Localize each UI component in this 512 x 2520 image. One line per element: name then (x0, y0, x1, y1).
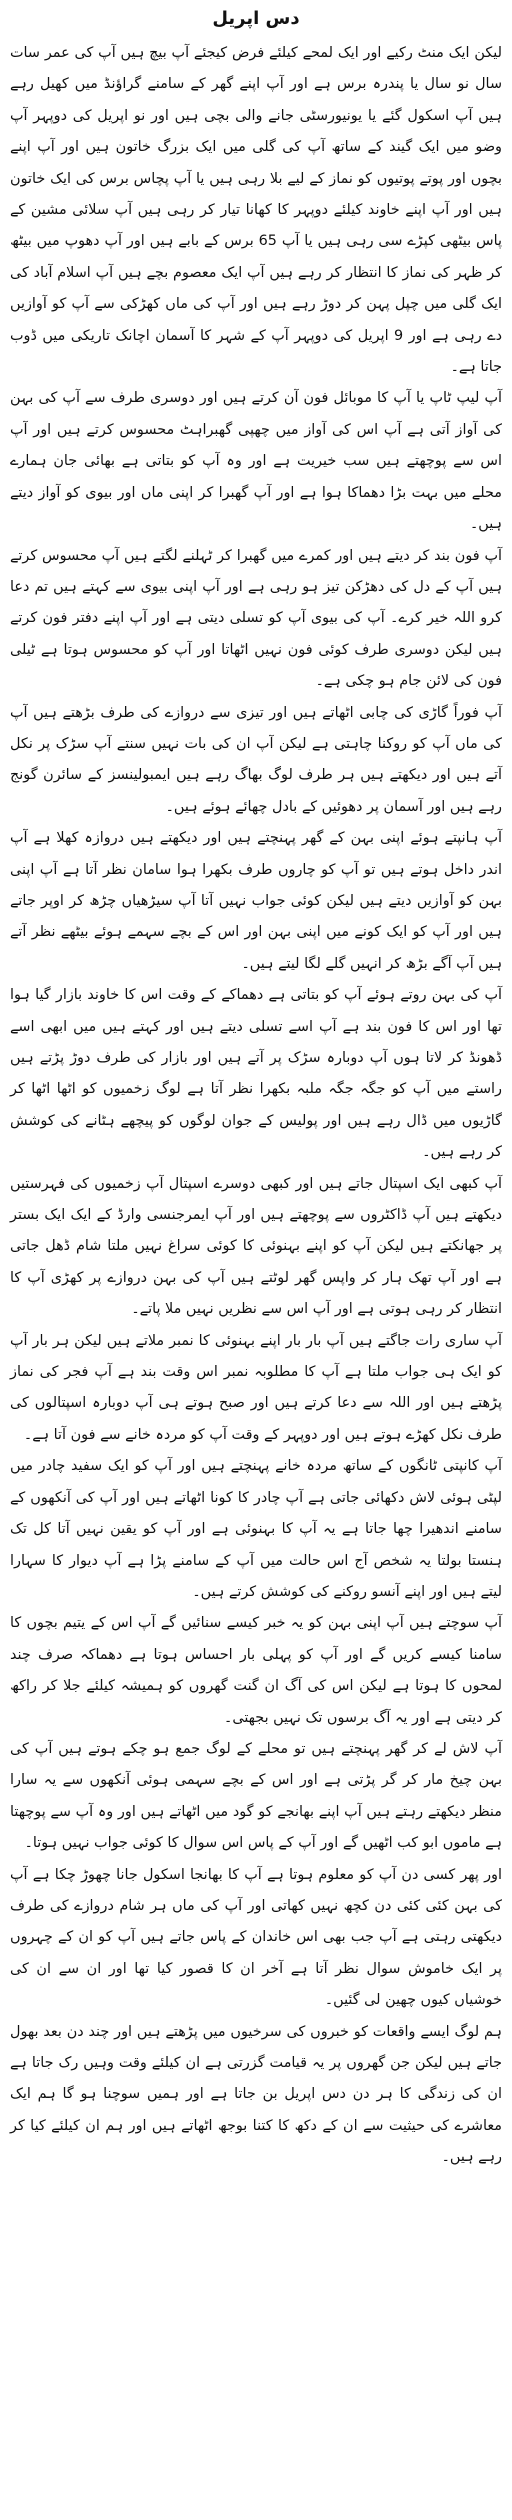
article-paragraph: آپ سوچتے ہیں آپ اپنی بہن کو یہ خبر کیسے سنائیں گے آپ اس کے یتیم بچوں کا سامنا کیسے کریں گے اور آپ کو پہلی بار احساس ہوتا ہے دھماکہ صرف چند لمحوں کا ہوتا ہے لیکن اس کی آگ ان گنت گھروں کو ہمیشہ کیلئے جلا کر راکھ کر دیتی ہے اور یہ آگ برسوں تک نہیں بجھتی۔ (10, 1615, 502, 1726)
article-paragraph: آپ فوراً گاڑی کی چابی اٹھاتے ہیں اور تیزی سے دروازے کی طرف بڑھتے ہیں آپ کی ماں آپ کو روکنا چاہتی ہے لیکن آپ ان کی بات نہیں سنتے آپ سڑک پر نکل آتے ہیں اور دیکھتے ہیں ہر طرف لوگ بھاگ رہے ہیں ایمبولینسز کے سائرن گونج رہے ہیں اور آسمان پر دھوئیں کے بادل چھائے ہوئے ہیں۔ (10, 704, 502, 815)
article-paragraph: آپ لیپ ٹاپ یا آپ کا موبائل فون آن کرتے ہیں اور دوسری طرف سے آپ کی بہن کی آواز آتی ہے آپ اس کی آواز میں چھپی گھبراہٹ محسوس کرتے ہیں اور آپ اس سے پوچھتے ہیں سب خیریت ہے اور وہ آپ کو بتاتی ہے بھائی جان ہمارے محلے میں بہت بڑا دھماکا ہوا ہے اور آپ گھبرا کر اپنی ماں اور بیوی کو آواز دیتے ہیں۔ (10, 390, 502, 533)
article-paragraph: آپ فون بند کر دیتے ہیں اور کمرے میں گھبرا کر ٹہلنے لگتے ہیں آپ محسوس کرتے ہیں آپ کے دل کی دھڑکن تیز ہو رہی ہے اور آپ اپنی بیوی سے کہتے ہیں تم دعا کرو اللہ خیر کرے۔ آپ کی بیوی آپ کو تسلی دیتی ہے اور آپ اپنے دفتر فون کرتے ہیں لیکن دوسری طرف کوئی فون نہیں اٹھاتا اور آپ کو محسوس ہوتا ہے ٹیلی فون کی لائن جام ہو چکی ہے۔ (10, 547, 502, 690)
article-paragraph: لیکن ایک منٹ رکیے اور ایک لمحے کیلئے فرض کیجئے آپ بیچ ہیں آپ کی عمر سات سال نو سال یا پندرہ برس ہے اور آپ اپنے گھر کے سامنے گراؤنڈ میں کھیل رہے ہیں آپ اسکول گئے یا یونیورسٹی جانے والی بچی ہیں اور نو اپریل کی دوپہر آپ وضو میں ایک گیند کے ساتھ آپ کی گلی میں ایک بزرگ خاتون ہیں اور آپ اپنے بچوں اور پوتے پوتیوں کو نماز کے لیے بلا رہی ہیں یا آپ پچاس برس کی ایک خاتون ہیں اور آپ اپنے خاوند کیلئے دوپہر کا کھانا تیار کر رہی ہیں آپ سلائی مشین کے پاس بیٹھی کپڑے سی رہی ہیں یا آپ 65 برس کے بابے ہیں اور آپ دھوپ میں بیٹھ کر ظہر کی نماز کا انتظار کر رہے ہیں آپ ایک معصوم بچے ہیں آپ اسلام آباد کی ایک گلی میں چپل پہن کر دوڑ رہے ہیں اور آپ کی ماں کھڑکی سے آپ کو آوازیں دے رہی ہے اور 9 اپریل کی دوپہر آپ کے شہر کا آسمان اچانک تاریکی میں ڈوب جاتا ہے۔ (10, 45, 503, 376)
article-paragraph: اور پھر کسی دن آپ کو معلوم ہوتا ہے آپ کا بھانجا اسکول جانا چھوڑ چکا ہے آپ کی بہن کئی کئی دن کچھ نہیں کھاتی اور آپ کی ماں ہر شام دروازے کی طرف دیکھتی رہتی ہے آپ جب بھی اس خاندان کے پاس جاتے ہیں آپ کو ان کے چہروں پر ایک خاموش سوال نظر آتا ہے آخر ان کا قصور کیا تھا اور ان سے ان کی خوشیاں کیوں چھین لی گئیں۔ (10, 1866, 502, 2009)
article-paragraph: آپ کبھی ایک اسپتال جاتے ہیں اور کبھی دوسرے اسپتال آپ زخمیوں کی فہرستیں دیکھتے ہیں آپ ڈاکٹروں سے پوچھتے ہیں اور آپ ایمرجنسی وارڈ کے ایک ایک بستر پر جھانکتے ہیں لیکن آپ کو اپنے بہنوئی کا کوئی سراغ نہیں ملتا شام ڈھل جاتی ہے اور آپ تھک ہار کر واپس گھر لوٹتے ہیں آپ کی بہن دروازے پر کھڑی آپ کا انتظار کر رہی ہوتی ہے اور آپ اس سے نظریں نہیں ملا پاتے۔ (10, 1175, 502, 1318)
article-title: دس اپریل (212, 8, 300, 29)
article-paragraph: آپ ساری رات جاگتے ہیں آپ بار بار اپنے بہنوئی کا نمبر ملاتے ہیں لیکن ہر بار آپ کو ایک ہی جواب ملتا ہے آپ کا مطلوبہ نمبر اس وقت بند ہے آپ فجر کی نماز پڑھتے ہیں اور اللہ سے دعا کرتے ہیں اور صبح ہوتے ہی آپ دوبارہ اسپتالوں کی طرف نکل کھڑے ہوتے ہیں اور دوپہر کے وقت آپ کو مردہ خانے سے فون آتا ہے۔ (10, 1332, 502, 1443)
article-paragraph: آپ کی بہن روتے ہوئے آپ کو بتاتی ہے دھماکے کے وقت اس کا خاوند بازار گیا ہوا تھا اور اس کا فون بند ہے آپ اسے تسلی دیتے ہیں اور کہتے ہیں میں ابھی اسے ڈھونڈ کر لاتا ہوں آپ دوبارہ سڑک پر آتے ہیں اور بازار کی طرف دوڑ پڑتے ہیں راستے میں آپ کو جگہ جگہ ملبہ بکھرا نظر آتا ہے لوگ زخمیوں کو اٹھا اٹھا کر گاڑیوں میں ڈال رہے ہیں اور پولیس کے جوان لوگوں کو پیچھے ہٹانے کی کوشش کر رہے ہیں۔ (10, 987, 502, 1161)
article-paragraph: آپ کانپتی ٹانگوں کے ساتھ مردہ خانے پہنچتے ہیں اور آپ کو ایک سفید چادر میں لپٹی ہوئی لاش دکھائی جاتی ہے آپ چادر کا کونا اٹھاتے ہیں اور آپ کی آنکھوں کے سامنے اندھیرا چھا جاتا ہے یہ آپ کا بہنوئی ہے اور آپ کو یقین نہیں آتا کل تک ہنستا بولتا یہ شخص آج اس حالت میں آپ کے سامنے پڑا ہے آپ دیوار کا سہارا لیتے ہیں اور اپنے آنسو روکنے کی کوشش کرتے ہیں۔ (10, 1458, 502, 1600)
article-paragraph: آپ لاش لے کر گھر پہنچتے ہیں تو محلے کے لوگ جمع ہو چکے ہوتے ہیں آپ کی بہن چیخ مار کر گر پڑتی ہے اور اس کے بچے سہمی ہوئی آنکھوں سے یہ سارا منظر دیکھتے رہتے ہیں آپ اپنے بھانجے کو گود میں اٹھاتے ہیں اور وہ آپ سے پوچھتا ہے ماموں ابو کب اٹھیں گے اور آپ کے پاس اس سوال کا کوئی جواب نہیں ہوتا۔ (10, 1740, 502, 1852)
article-paragraph: ہم لوگ ایسے واقعات کو خبروں کی سرخیوں میں پڑھتے ہیں اور چند دن بعد بھول جاتے ہیں لیکن جن گھروں پر یہ قیامت گزرتی ہے ان کیلئے وقت وہیں رک جاتا ہے ان کی زندگی کا ہر دن دس اپریل بن جاتا ہے اور ہمیں سوچنا ہو گا ہم ایک معاشرے کی حیثیت سے ان کے دکھ کا کتنا بوجھ اٹھاتے ہیں اور ہم ان کیلئے کیا کر رہے ہیں۔ (10, 2023, 502, 2166)
article-paragraph: آپ ہانپتے ہوئے اپنی بہن کے گھر پہنچتے ہیں اور دیکھتے ہیں دروازہ کھلا ہے آپ اندر داخل ہوتے ہیں تو آپ کو چاروں طرف بکھرا ہوا سامان نظر آتا ہے آپ اپنی بہن کو آوازیں دیتے ہیں لیکن کوئی جواب نہیں آتا آپ سیڑھیاں چڑھ کر اوپر جاتے ہیں اور آپ کو ایک کونے میں اپنی بہن اور اس کے بچے سہمے ہوئے بیٹھے نظر آتے ہیں آپ آگے بڑھ کر انہیں گلے لگا لیتے ہیں۔ (10, 830, 502, 972)
article-body (10, 38, 502, 2174)
